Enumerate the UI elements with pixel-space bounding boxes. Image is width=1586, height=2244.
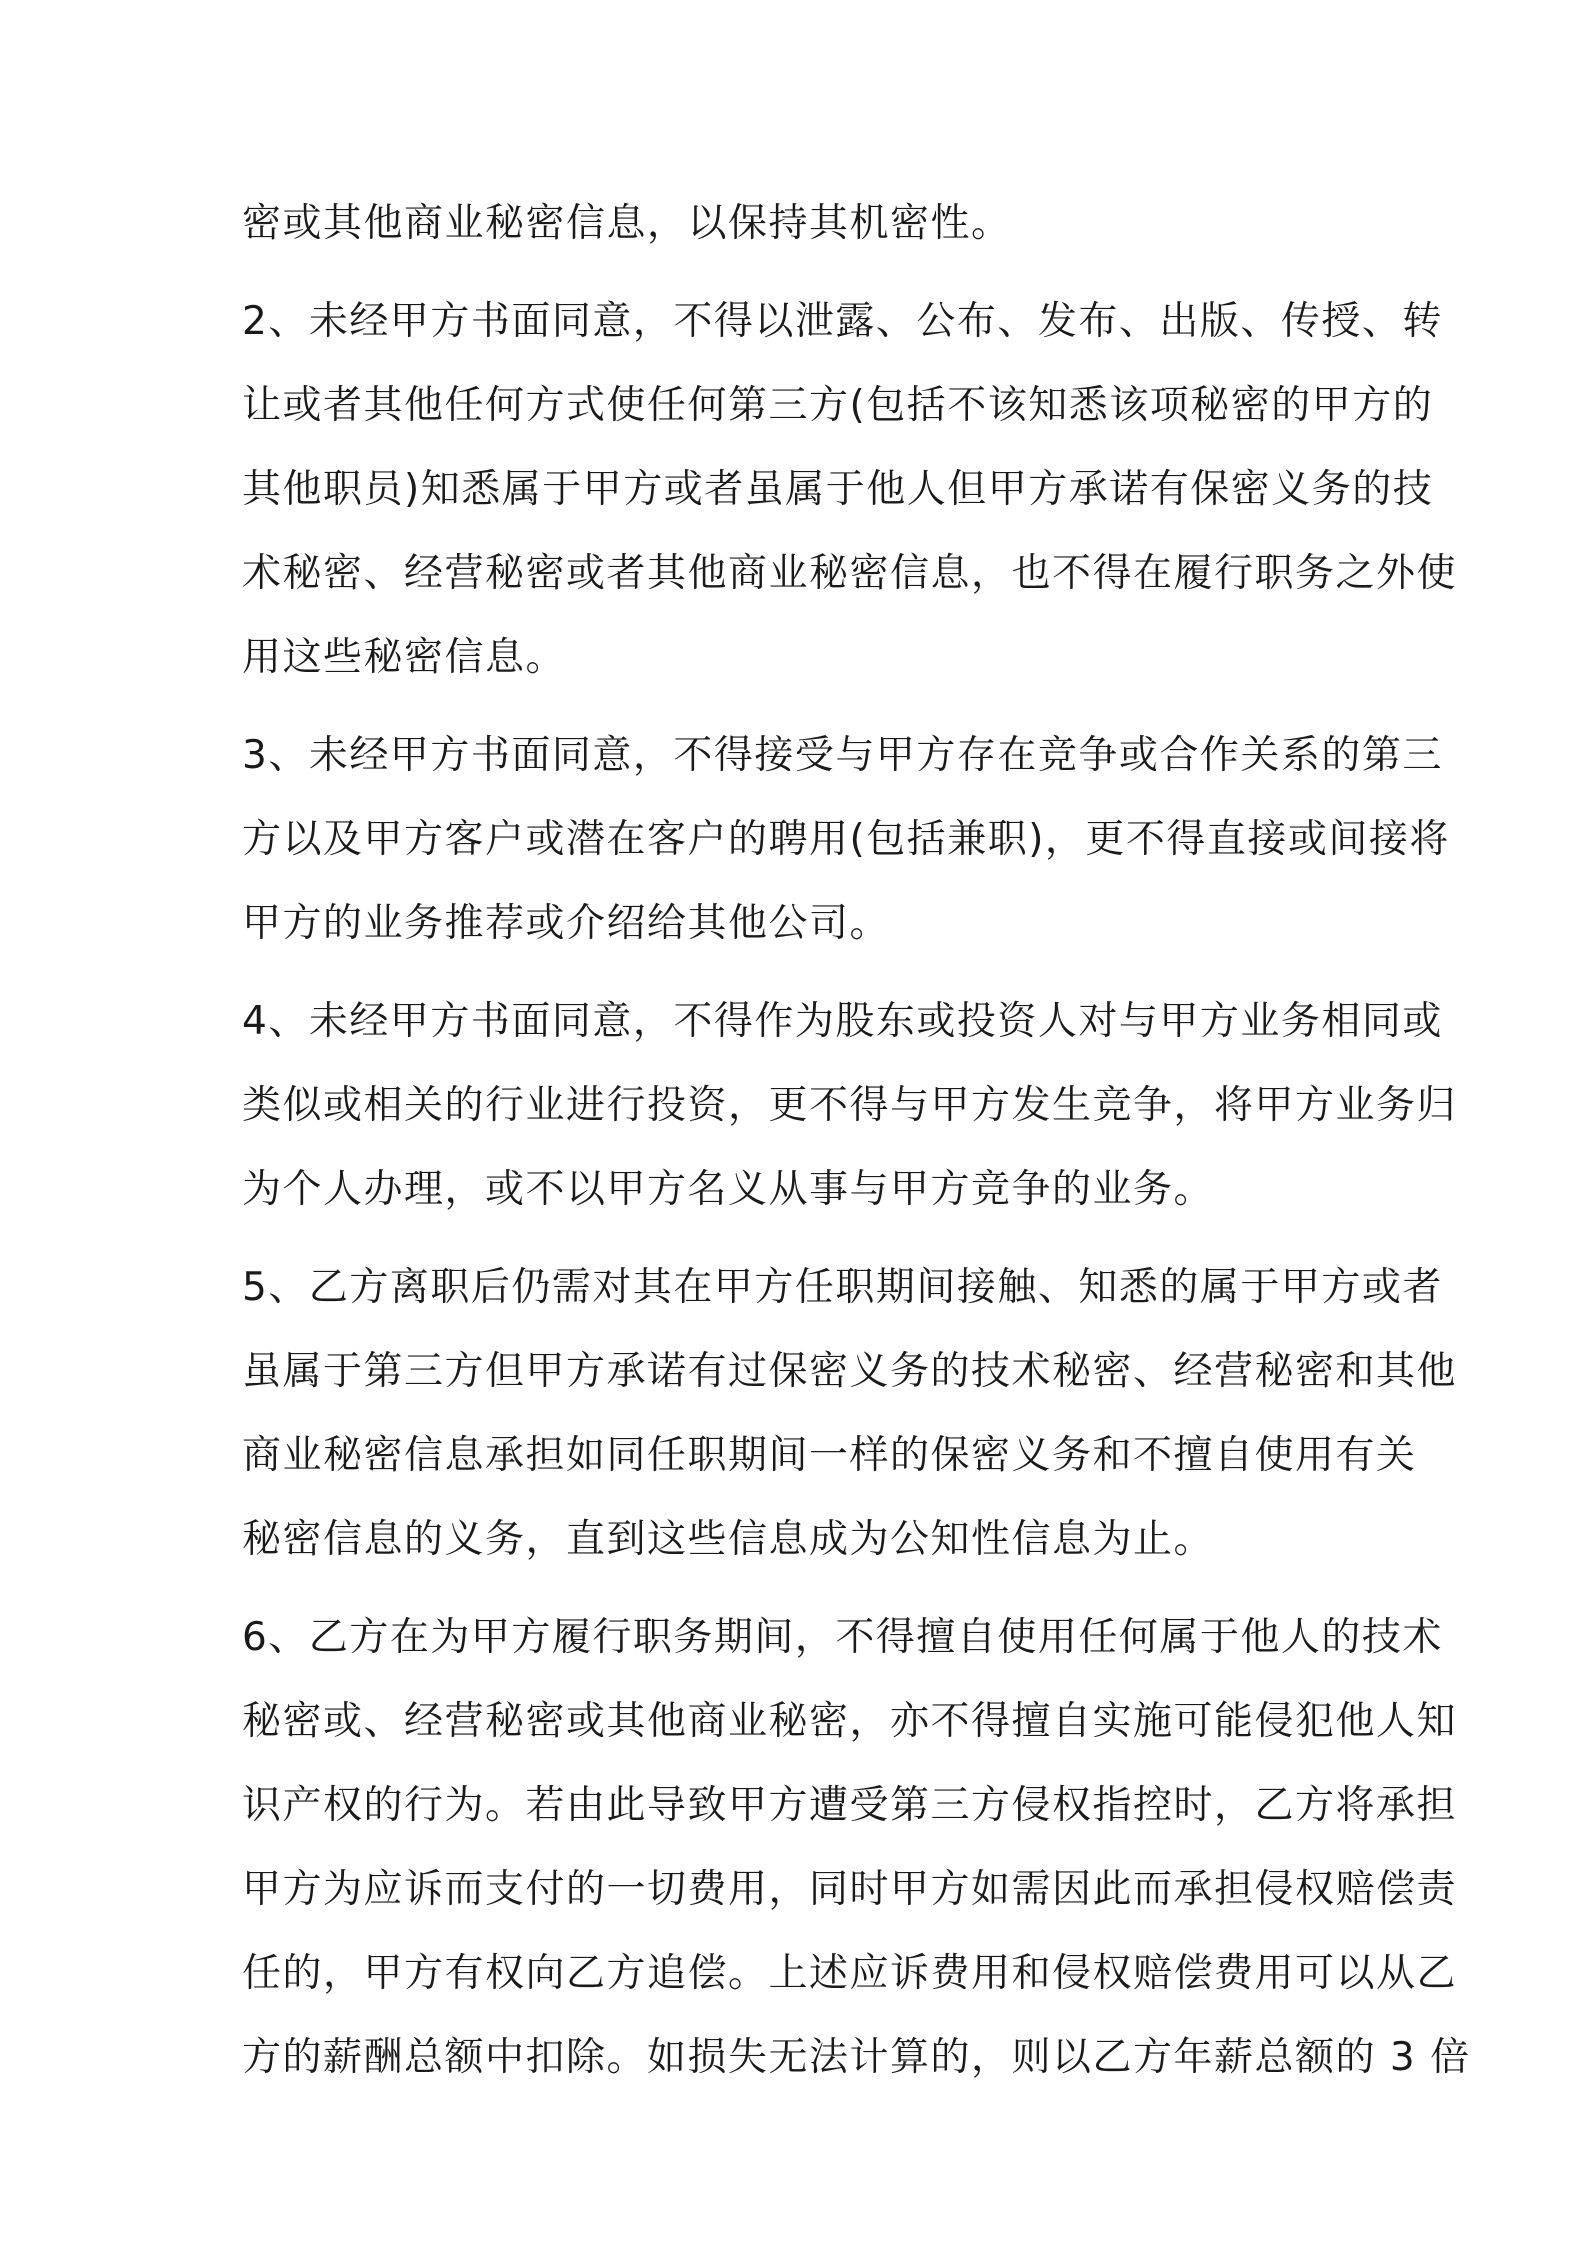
- paragraph-clause-4: [242, 980, 1458, 1232]
- text-line: 为个人办理，或不以甲方名义从事与甲方竞争的业务。: [242, 1167, 1215, 1212]
- text-line: 方以及甲方客户或潜在客户的聘用(包括兼职)，更不得直接或间接将: [242, 817, 1450, 862]
- paragraph-continuation: [242, 182, 1367, 266]
- text-line: 6、乙方在为甲方履行职务期间，不得擅自使用任何属于他人的技术: [242, 1615, 1443, 1660]
- text-line: 密或其他商业秘密信息，以保持其机密性。: [242, 201, 1012, 246]
- document-body: [242, 182, 1471, 2114]
- text-line: 2、未经甲方书面同意，不得以泄露、公布、发布、出版、传授、转: [242, 299, 1443, 344]
- text-line: 术秘密、经营秘密或者其他商业秘密信息，也不得在履行职务之外使: [242, 551, 1458, 596]
- paragraph-clause-2: [242, 280, 1458, 700]
- text-line: 3、未经甲方书面同意，不得接受与甲方存在竞争或合作关系的第三: [242, 733, 1443, 778]
- text-line: 秘密或、经营秘密或其他商业秘密，亦不得擅自实施可能侵犯他人知: [242, 1699, 1458, 1744]
- text-line: 秘密信息的义务，直到这些信息成为公知性信息为止。: [242, 1517, 1215, 1562]
- text-line: 方的薪酬总额中扣除。如损失无法计算的，则以乙方年薪总额的 3 倍: [242, 2035, 1471, 2080]
- paragraph-clause-3: [242, 714, 1450, 966]
- text-line: 任的，甲方有权向乙方追偿。上述应诉费用和侵权赔偿费用可以从乙: [242, 1951, 1458, 1996]
- text-line: 其他职员)知悉属于甲方或者虽属于他人但甲方承诺有保密义务的技: [242, 467, 1434, 512]
- text-line: 商业秘密信息承担如同任职期间一样的保密义务和不擅自使用有关: [242, 1433, 1417, 1478]
- text-line: 让或者其他任何方式使任何第三方(包括不该知悉该项秘密的甲方的: [242, 383, 1434, 428]
- text-line: 甲方为应诉而支付的一切费用，同时甲方如需因此而承担侵权赔偿责: [242, 1867, 1458, 1912]
- paragraph-clause-5: [242, 1246, 1458, 1582]
- text-line: 类似或相关的行业进行投资，更不得与甲方发生竞争，将甲方业务归: [242, 1083, 1458, 1128]
- text-line: 5、乙方离职后仍需对其在甲方任职期间接触、知悉的属于甲方或者: [242, 1265, 1443, 1310]
- text-line: 4、未经甲方书面同意，不得作为股东或投资人对与甲方业务相同或: [242, 999, 1443, 1044]
- text-line: 虽属于第三方但甲方承诺有过保密义务的技术秘密、经营秘密和其他: [242, 1349, 1458, 1394]
- text-line: 用这些秘密信息。: [242, 635, 567, 680]
- paragraph-clause-6: [242, 1596, 1471, 2100]
- text-line: 识产权的行为。若由此导致甲方遭受第三方侵权指控时，乙方将承担: [242, 1783, 1458, 1828]
- text-line: 甲方的业务推荐或介绍给其他公司。: [242, 901, 891, 946]
